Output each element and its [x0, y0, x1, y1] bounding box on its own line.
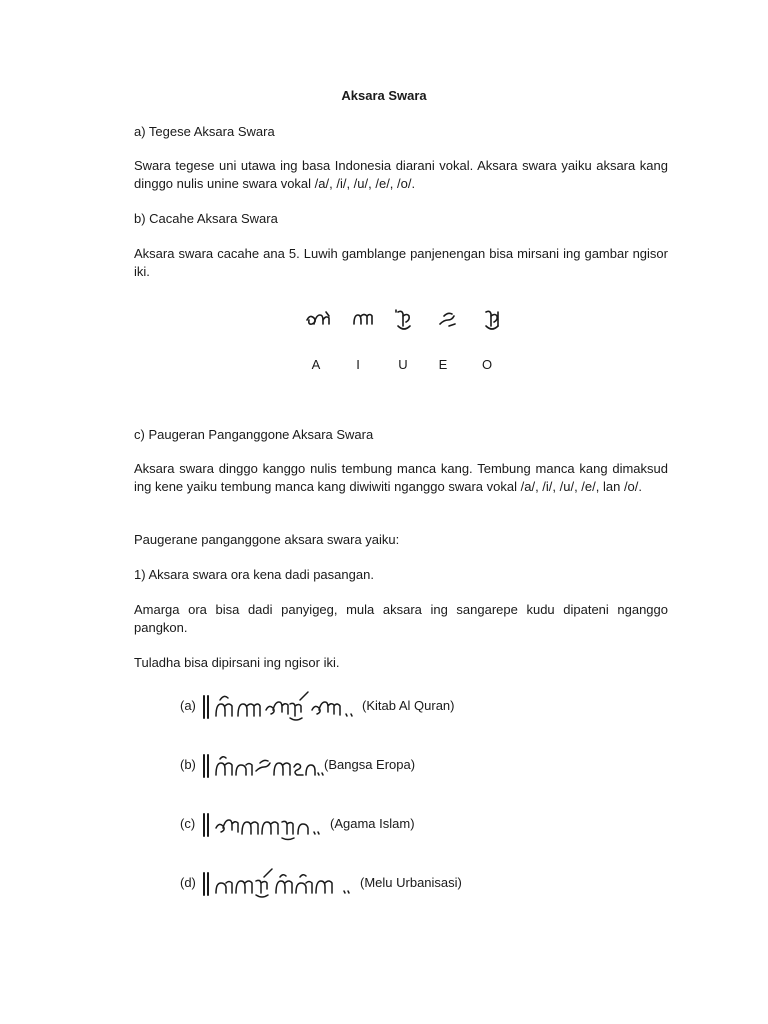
example-gloss: (Bangsa Eropa): [324, 757, 416, 772]
page-title: Aksara Swara: [341, 88, 427, 103]
javanese-script-d: [200, 865, 360, 901]
javanese-script-c: [200, 806, 330, 842]
javanese-script-a: [200, 688, 365, 724]
aksara-e-glyph: [440, 313, 455, 326]
example-marker: (c): [180, 816, 196, 831]
section-b-heading: b) Cacahe Aksara Swara: [134, 211, 278, 226]
section-c-body: Aksara swara dinggo kanggo nulis tembung manca kang. Tembung manca kang dimaksud ing kene yaiku tembung manca kang diwiwiti nganggo swara vokal /a/, /i/, /u/, /e/, lan /o/.: [134, 461, 668, 494]
letter-label-o: O: [481, 357, 493, 372]
section-c-heading: c) Paugeran Panganggone Aksara Swara: [134, 427, 374, 442]
rule-1: 1) Aksara swara ora kena dadi pasangan.: [134, 567, 374, 582]
javanese-script-b: [200, 747, 325, 783]
example-gloss: (Agama Islam): [330, 816, 415, 831]
aksara-a-glyph: [307, 312, 329, 324]
letter-label-i: I: [356, 357, 360, 372]
example-gloss: (Kitab Al Quran): [362, 698, 455, 713]
letter-label-a: A: [311, 357, 321, 372]
aksara-swara-glyph-row: [0, 302, 768, 342]
aksara-o-glyph: [486, 311, 498, 329]
letter-label-u: U: [398, 357, 408, 372]
example-marker: (b): [180, 757, 196, 772]
rules-intro: Paugerane panganggone aksara swara yaiku:: [134, 532, 400, 547]
example-intro: Tuladha bisa dipirsani ing ngisor iki.: [134, 655, 340, 670]
section-a-heading: a) Tegese Aksara Swara: [134, 124, 275, 139]
aksara-u-glyph: [396, 310, 410, 329]
example-marker: (d): [180, 875, 196, 890]
example-gloss: (Melu Urbanisasi): [360, 875, 462, 890]
example-marker: (a): [180, 698, 196, 713]
section-a-body: Swara tegese uni utawa ing basa Indonesia diarani vokal. Aksara swara yaiku aksara kang dinggo nulis unine swara vokal /a/, /i/, /u/, /e/, /o/.: [134, 158, 668, 191]
section-b-body: Aksara swara cacahe ana 5. Luwih gamblange panjenengan bisa mirsani ing gambar ngisor iki.: [134, 246, 668, 279]
aksara-i-glyph: [354, 315, 372, 325]
rule-1-body: Amarga ora bisa dadi panyigeg, mula aksara ing sangarepe kudu dipateni nganggo pangkon.: [134, 602, 668, 635]
letter-label-e: E: [438, 357, 448, 372]
